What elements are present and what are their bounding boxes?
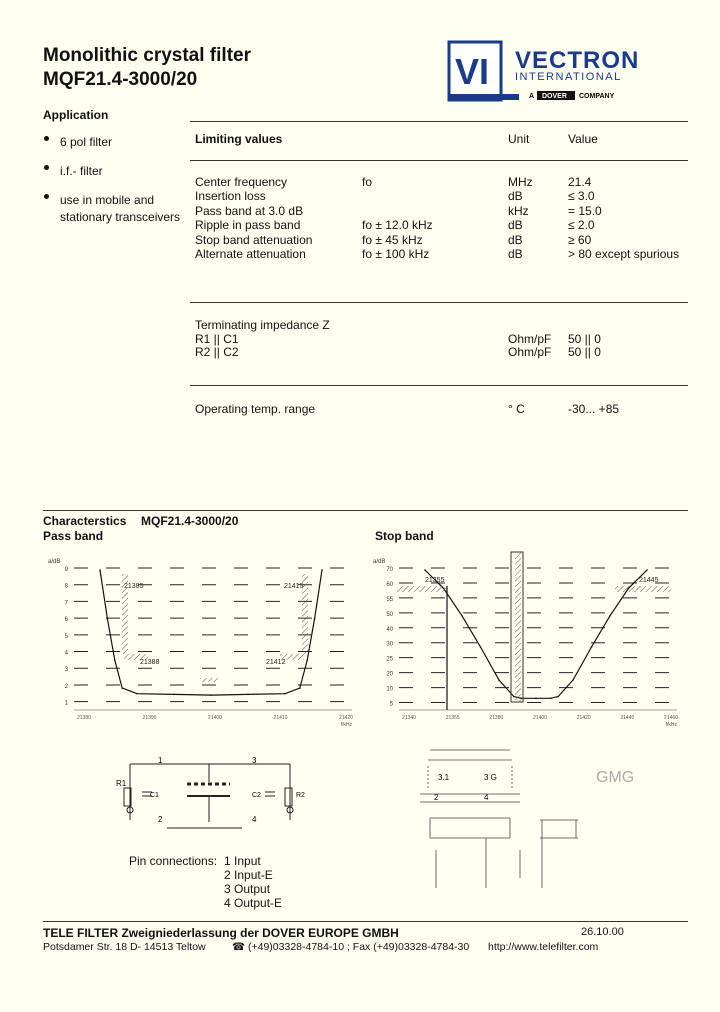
limit-row-3-unit: dB [508,218,523,232]
pin-item-3: 3 Output [224,882,271,896]
data-point [424,569,426,571]
y-tick-label: 5 [389,701,393,708]
footer-address: Potsdamer Str. 18 D- 14513 Teltow [43,941,206,953]
col-header-unit: Unit [508,132,530,146]
limit-row-4-unit: dB [508,233,523,247]
impedance-r2: R2 || C2 [195,345,239,359]
x-tick-label: 21460 [664,715,678,721]
x-tick-label: 21420 [576,715,591,721]
limit-row-1-value: ≤ 3.0 [568,189,595,203]
y-tick-label: 25 [386,656,393,663]
data-point [114,660,116,662]
data-point [121,687,123,689]
bullet-icon [44,194,49,199]
limit-row-3-cond: fo ± 12.0 kHz [362,218,433,232]
data-point [284,693,286,695]
package-dim-q: 4 [484,793,489,802]
divider [43,510,688,511]
limit-row-0-value: 21.4 [568,175,592,189]
x-tick-label: 21410 [273,715,288,721]
y-tick-label: 55 [386,596,393,603]
data-point [321,569,323,571]
y-tick-label: 5 [64,633,68,640]
stop-band-chart [365,550,690,732]
chart-annotation: 21445 [639,577,659,584]
data-point [210,694,212,696]
limit-hatch [515,552,521,702]
schematic-c2: C2 [252,792,261,799]
chart-annotation: 21412 [266,659,286,666]
data-point [480,646,482,648]
footer-company: TELE FILTER Zweigniederlassung der DOVER EUROPE GMBH [43,926,399,940]
footer-date: 26.10.00 [581,926,624,938]
limit-row-5-name: Alternate attenuation [195,247,306,261]
x-tick-label: 21355 [445,715,460,721]
limit-row-0-cond: fo [362,175,373,189]
limit-row-4-cond: fo ± 45 kHz [362,233,423,247]
data-point [461,615,463,617]
pin-item-1: 1 Input [224,854,261,868]
y-tick-label: 60 [386,581,393,588]
data-point [572,679,574,681]
package-ref: GMG [596,769,635,786]
data-point [498,679,500,681]
data-point [173,694,175,696]
schematic-r1: R1 [116,779,127,788]
data-point [557,696,559,698]
characteristics-heading: Characterstics [43,514,127,528]
pin-connections-label: Pin connections: [129,854,218,868]
x-tick-label: 21380 [489,715,504,721]
bullet-icon [44,165,49,170]
application-heading: Application [43,108,109,122]
schematic-pin3: 3 [252,756,257,765]
schematic-pin1: 1 [158,756,163,765]
y-tick-label: 3 [64,667,68,674]
limit-row-0-unit: MHz [508,175,533,189]
y-tick-label: 1 [64,700,68,707]
pin-item-4: 4 Output-E [224,896,283,910]
limit-row-4-value: ≥ 60 [568,233,592,247]
vectron-logo-mark [447,40,687,108]
chart-annotation: 21388 [140,659,160,666]
limit-row-3-value: ≤ 2.0 [568,218,595,232]
impedance-title: Terminating impedance Z [195,318,330,332]
x-tick-label: 21390 [142,715,157,721]
y-tick-label: 6 [64,617,68,624]
y-tick-label: 70 [386,567,393,573]
limit-hatch [397,586,447,592]
x-tick-label: 21340 [402,715,416,721]
data-point [314,618,316,620]
limit-row-2-name: Pass band at 3.0 dB [195,204,304,218]
y-axis-label: a/dB [373,559,386,565]
y-tick-label: 7 [64,600,68,607]
schematic-pin2: 2 [158,815,163,824]
response-curve [425,570,647,698]
x-tick-label: 21400 [533,715,547,721]
characteristics-model: MQF21.4-3000/20 [141,514,239,528]
data-point [535,698,537,700]
y-tick-label: 40 [386,626,393,633]
schematic-pin4: 4 [252,815,257,824]
schematic-c1: C1 [150,792,159,799]
logo-tag-a: A [529,93,535,100]
y-axis-label: a/dB [48,559,61,565]
data-point [299,687,301,689]
limit-row-5-cond: fo ± 100 kHz [362,247,430,261]
x-axis-label: f/kHz [665,722,677,728]
y-tick-label: 20 [386,671,393,678]
divider [190,302,688,303]
x-tick-label: 21380 [77,715,91,721]
impedance-r1: R1 || C1 [195,332,239,346]
package-dim-b: 3 G [484,773,497,782]
limit-hatch [200,678,218,682]
data-point [513,696,515,698]
logo-mark-text: VI [455,51,490,92]
y-tick-label: 9 [64,567,68,573]
divider [190,121,688,122]
data-point [107,618,109,620]
limit-row-0-name: Center frequency [195,175,288,189]
temp-unit: ° C [508,402,525,416]
pass-band-label: Pass band [43,529,104,543]
data-point [591,646,593,648]
x-axis-label: f/kHz [340,722,352,728]
data-point [306,660,308,662]
data-point [550,698,552,700]
impedance-r1-unit: Ohm/pF [508,332,552,346]
impedance-r2-value: 50 || 0 [568,345,601,359]
chart-annotation: 21415 [284,583,304,590]
logo-tag-dover: DOVER [542,93,567,100]
schematic-r2: R2 [296,792,305,799]
limit-row-1-unit: dB [508,189,523,203]
y-tick-label: 8 [64,583,68,590]
impedance-r2-unit: Ohm/pF [508,345,552,359]
application-item-4: stationary transceivers [60,210,181,224]
temp-name: Operating temp. range [195,402,316,416]
logo-tag-company: COMPANY [579,93,615,100]
application-item-1: 6 pol filter [60,135,113,149]
pass-band-chart [40,550,365,732]
limit-row-2-value: = 15.0 [568,204,602,218]
limit-hatch [615,586,671,592]
chart-annotation: 21385 [124,583,144,590]
divider [43,921,688,922]
application-item-2: i.f.- filter [60,164,103,178]
bullet-icon [44,136,49,141]
footer-web-link[interactable]: http://www.telefilter.com [488,941,599,953]
data-point [247,694,249,696]
limit-row-5-value: > 80 except spurious [568,247,680,261]
data-point [646,569,648,571]
limit-row-1-name: Insertion loss [195,189,266,203]
limit-row-5-unit: dB [508,247,523,261]
y-tick-label: 30 [386,641,393,648]
col-header-name: Limiting values [195,132,283,146]
doc-title-line1: Monolithic crystal filter [43,45,251,66]
chart-annotation: 21355 [425,577,445,584]
vectron-logo [447,40,687,108]
logo-name: VECTRON [515,47,640,74]
package-dim-a: 3.1 [438,773,450,782]
footer-phone: ☎ (+49)03328-4784-10 ; Fax (+49)03328-4784-30 [232,941,470,953]
col-header-value: Value [568,132,598,146]
stop-band-label: Stop band [375,529,434,543]
x-tick-label: 21400 [208,715,222,721]
package-dim-p: 2 [434,793,439,802]
pin-item-2: 2 Input-E [224,868,273,882]
package-drawing [400,742,690,902]
logo-sub: INTERNATIONAL [515,71,622,83]
limit-row-2-unit: kHz [508,204,529,218]
impedance-r1-value: 50 || 0 [568,332,601,346]
data-point [99,569,101,571]
divider [190,160,688,161]
limit-row-4-name: Stop band attenuation [195,233,313,247]
filter-schematic [112,752,312,834]
data-point [136,693,138,695]
y-tick-label: 10 [386,686,393,693]
y-tick-label: 2 [64,683,68,690]
limit-row-3-name: Ripple in pass band [195,218,301,232]
y-tick-label: 4 [64,650,68,657]
temp-value: -30... +85 [568,402,620,416]
y-tick-label: 50 [386,611,393,618]
application-item-3: use in mobile and [60,193,155,207]
x-tick-label: 21440 [620,715,635,721]
divider [190,385,688,386]
doc-title-line2: MQF21.4-3000/20 [43,69,198,90]
data-point [609,615,611,617]
x-tick-label: 21420 [339,715,353,721]
